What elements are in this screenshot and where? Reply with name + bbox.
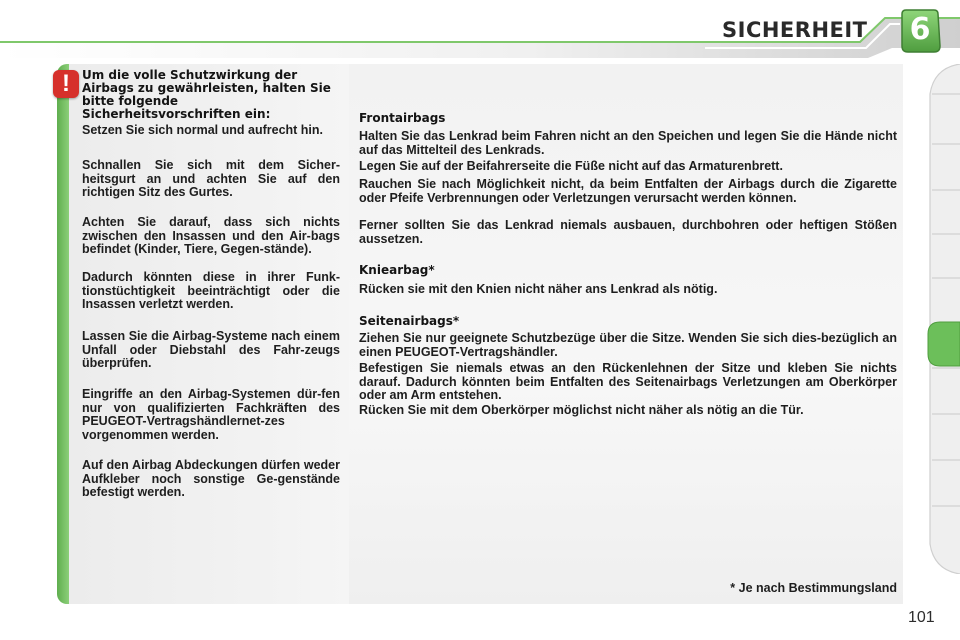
frontairbags-paragraph-3: Rauchen Sie nach Möglichkeit nicht, da beim Entfalten der Airbags durch die Zigarette oder Pfeife Verbrennungen oder Verletzungen verursacht werden können. (359, 177, 897, 205)
frontairbags-paragraph-1: Halten Sie das Lenkrad beim Fahren nicht an den Speichen und legen Sie die Hände nicht auf das Mittelteil des Lenkrads. (359, 129, 897, 157)
section-heading-frontairbags: Frontairbags (359, 111, 446, 125)
seitenairbags-paragraph-1: Ziehen Sie nur geeignete Schutzbezüge über die Sitze. Wenden Sie sich dies-bezüglich an einen PEUGEOT-Vertragshändler. (359, 331, 897, 359)
section-heading-kniearbag: Kniearbag* (359, 263, 435, 277)
chapter-tabs (926, 64, 960, 574)
chapter-number: 6 (909, 12, 931, 47)
left-paragraph-5: Lassen Sie die Airbag-Systeme nach einem Unfall oder Diebstahl des Fahr-zeugs überprüfen. (82, 329, 340, 370)
seitenairbags-paragraph-3: Rücken Sie mit dem Oberkörper möglichst nicht näher als nötig an die Tür. (359, 403, 804, 417)
left-paragraph-7: Auf den Airbag Abdeckungen dürfen weder Aufkleber noch sonstige Ge-genstände befestigt werden. (82, 458, 340, 499)
kniearbag-paragraph-1: Rücken sie mit den Knien nicht näher ans Lenkrad als nötig. (359, 282, 718, 296)
left-paragraph-6: Eingriffe an den Airbag-Systemen dür-fen nur von qualifizierten Fachkräften des PEUGEOT-Vertragshändlernet-zes vorgenommen werden. (82, 387, 340, 442)
warning-exclamation-icon: ! (53, 70, 79, 98)
chapter-title: SICHERHEIT (722, 18, 868, 42)
left-paragraph-4: Dadurch könnten diese in ihrer Funk-tionstüchtigkeit beeinträchtigt oder die Insassen verletzt werden. (82, 270, 340, 311)
frontairbags-paragraph-4: Ferner sollten Sie das Lenkrad niemals ausbauen, durchbohren oder heftigen Stößen aussetzen. (359, 218, 897, 246)
left-paragraph-2: Schnallen Sie sich mit dem Sicher-heitsgurt an und achten Sie auf den richtigen Sitz des Gurtes. (82, 158, 340, 199)
footnote: * Je nach Bestimmungsland (730, 581, 897, 595)
panel-accent-bar (57, 64, 69, 604)
frontairbags-paragraph-2: Legen Sie auf der Beifahrerseite die Füße nicht auf das Armaturenbrett. (359, 159, 783, 173)
page-number: 101 (908, 609, 935, 626)
left-paragraph-1: Setzen Sie sich normal und aufrecht hin. (82, 123, 324, 137)
seitenairbags-paragraph-2: Befestigen Sie niemals etwas an den Rückenlehnen der Sitze und kleben Sie nichts darauf. Dadurch könnten beim Entfalten des Seitenairbags Verletzungen am Oberkörper oder am Arm entstehen. (359, 361, 897, 402)
section-heading-seitenairbags: Seitenairbags* (359, 314, 460, 328)
left-paragraph-3: Achten Sie darauf, dass sich nichts zwischen den Insassen und den Air-bags befindet (Kinder, Tiere, Gegen-stände). (82, 215, 340, 256)
left-heading: Um die volle Schutzwirkung der Airbags zu gewährleisten, halten Sie bitte folgende Sicherheitsvorschriften ein: (82, 68, 331, 121)
